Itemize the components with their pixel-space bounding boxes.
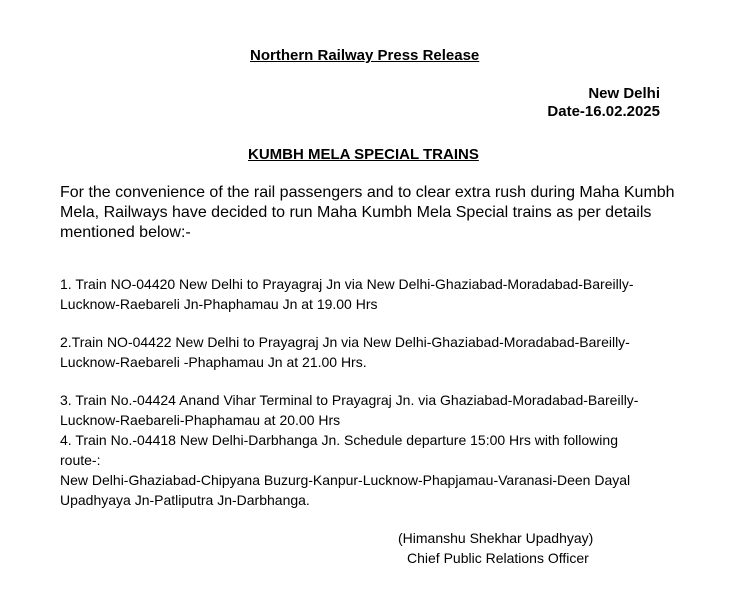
release-date: Date-16.02.2025 xyxy=(547,103,660,120)
train-item-line: route-: xyxy=(60,452,101,468)
place: New Delhi xyxy=(588,85,660,102)
train-item-line: 4. Train No.-04418 New Delhi-Darbhanga Jn. Schedule departure 15:00 Hrs with following xyxy=(60,432,618,448)
train-item-1 xyxy=(60,274,700,314)
press-release-title: Northern Railway Press Release xyxy=(250,47,480,64)
train-item-line: Upadhyaya Jn-Patliputra Jn-Darbhanga. xyxy=(60,492,310,508)
train-item-4 xyxy=(60,430,700,510)
intro-line: For the convenience of the rail passengers and to clear extra rush during Maha Kumbh xyxy=(60,184,675,201)
intro-line: mentioned below:- xyxy=(60,224,191,241)
place-date-block xyxy=(547,85,660,121)
signatory-name: (Himanshu Shekhar Upadhyay) xyxy=(398,530,594,546)
document-subtitle: KUMBH MELA SPECIAL TRAINS xyxy=(248,146,479,163)
train-item-line: 1. Train NO-04420 New Delhi to Prayagraj Jn via New Delhi-Ghaziabad-Moradabad-Bareilly- xyxy=(60,276,634,292)
train-item-line: Lucknow-Raebareli-Phaphamau at 20.00 Hrs xyxy=(60,412,341,428)
train-item-line: New Delhi-Ghaziabad-Chipyana Buzurg-Kanpur-Lucknow-Phapjamau-Varanasi-Deen Dayal xyxy=(60,472,631,488)
intro-paragraph xyxy=(60,183,685,243)
intro-line: Mela, Railways have decided to run Maha Kumbh Mela Special trains as per details xyxy=(60,204,652,221)
train-item-line: 2.Train NO-04422 New Delhi to Prayagraj Jn via New Delhi-Ghaziabad-Moradabad-Bareilly- xyxy=(60,334,630,350)
signatory-designation: Chief Public Relations Officer xyxy=(407,550,589,566)
signature-block xyxy=(398,528,593,568)
train-item-line: 3. Train No.-04424 Anand Vihar Terminal to Prayagraj Jn. via Ghaziabad-Moradabad-Bareilly- xyxy=(60,392,639,408)
train-item-2 xyxy=(60,332,700,372)
train-item-line: Lucknow-Raebareli -Phaphamau Jn at 21.00 Hrs. xyxy=(60,354,367,370)
train-item-3 xyxy=(60,390,700,430)
train-item-line: Lucknow-Raebareli Jn-Phaphamau Jn at 19.00 Hrs xyxy=(60,296,378,312)
